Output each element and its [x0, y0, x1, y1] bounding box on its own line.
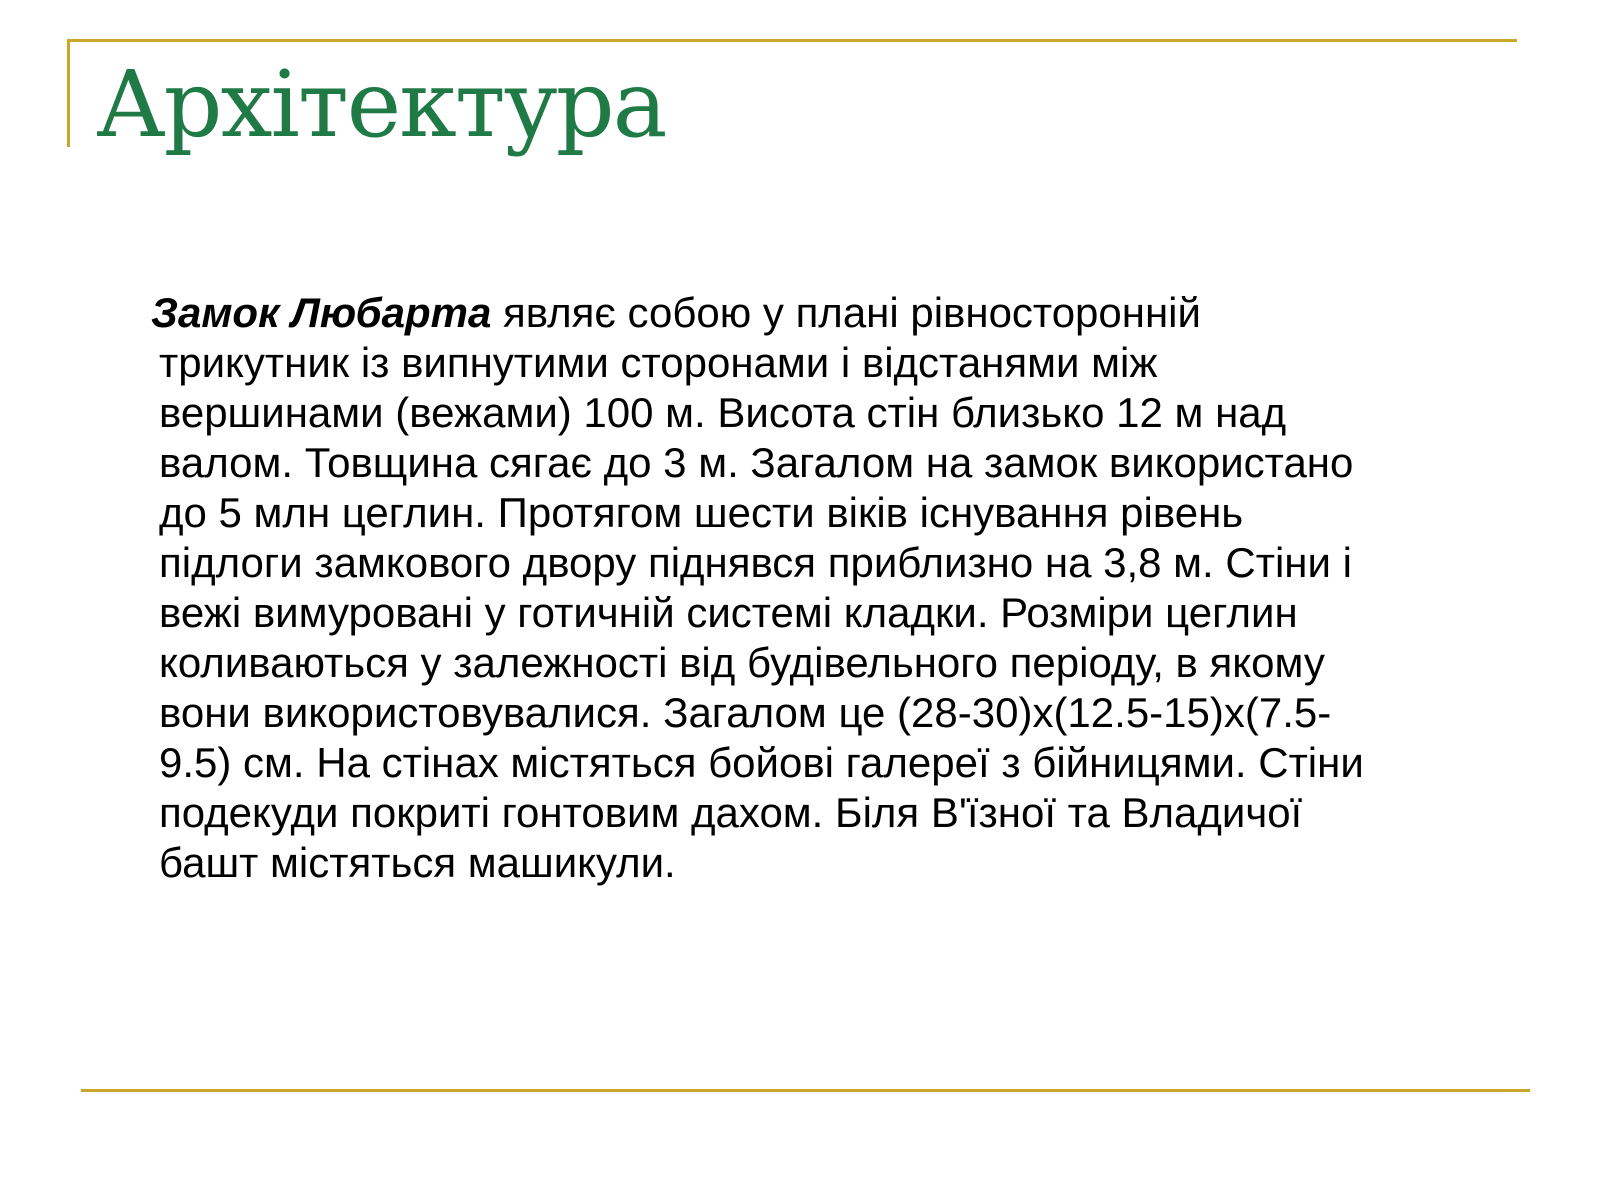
body-line-1-rest: являє собою у плані рівносторонній — [491, 289, 1201, 336]
body-line-12: башт містяться машикули. — [159, 839, 676, 886]
bottom-rule — [81, 1089, 1530, 1092]
body-line-1 — [151, 288, 1521, 338]
top-rule — [68, 39, 1517, 42]
body-line-10: 9.5) см. На стінах містяться бойові галереї з бійницями. Стіни — [159, 739, 1364, 786]
body-line-7: вежі вимуровані у готичній системі кладки. Розміри цеглин — [159, 589, 1298, 636]
body-line-6: підлоги замкового двору піднявся приблизно на 3,8 м. Стіни і — [159, 539, 1352, 586]
castle-name: Замок Любарта — [151, 289, 492, 336]
body-line-11: подекуди покриті гонтовим дахом. Біля В'їзної та Владичої — [159, 789, 1303, 836]
body-line-4: валом. Товщина сягає до 3 м. Загалом на замок використано — [159, 439, 1354, 486]
body-line-3: вершинами (вежами) 100 м. Висота стін близько 12 м над — [159, 389, 1287, 436]
body-line-8: коливаються у залежності від будівельного періоду, в якому — [159, 639, 1325, 686]
body-line-2: трикутник із випнутими сторонами і відстанями між — [159, 339, 1158, 386]
body-line-9: вони використовувалися. Загалом це (28-30)х(12.5-15)х(7.5- — [159, 689, 1332, 736]
body-text — [151, 288, 1521, 888]
slide-title: Архітектура — [96, 51, 666, 158]
left-rule — [67, 39, 70, 147]
body-line-5: до 5 млн цеглин. Протягом шести віків існування рівень — [159, 489, 1244, 536]
